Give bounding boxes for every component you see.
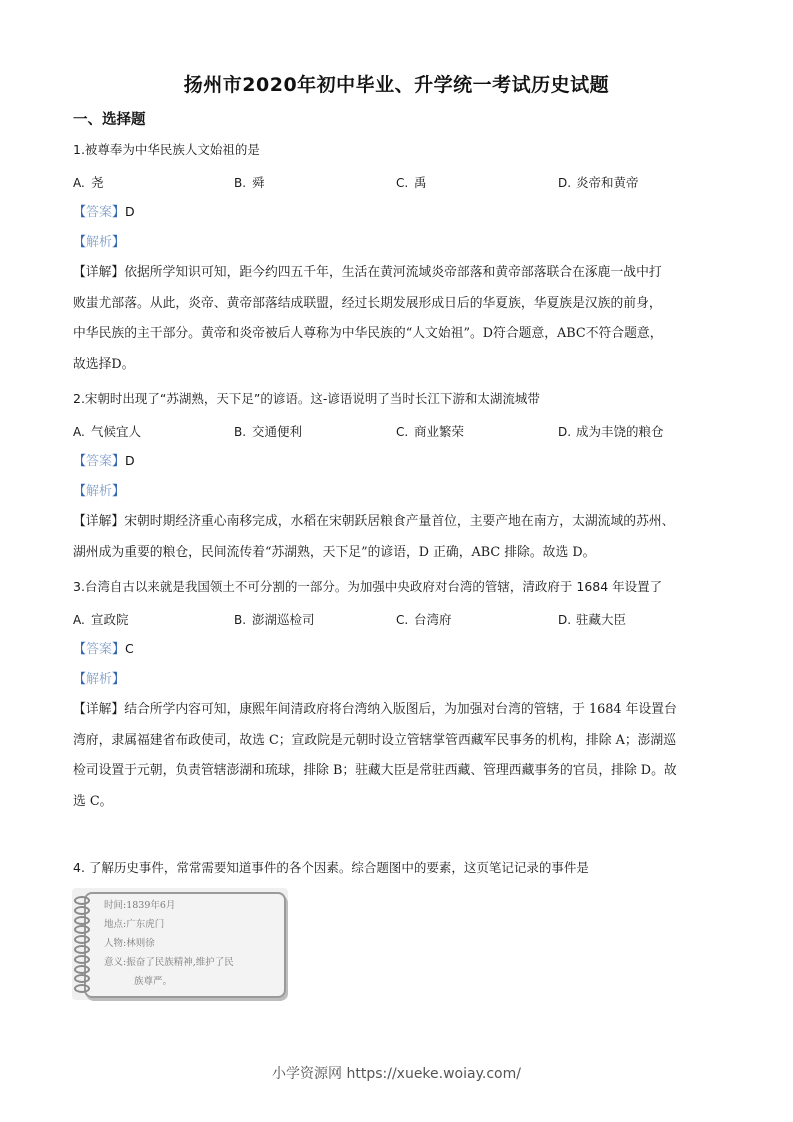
answer-label: 【答案】 [73,205,126,220]
option-d: D. 炎帝和黄帝 [558,175,639,190]
answer-value: C [125,641,134,656]
option-c: C. 台湾府 [396,612,452,627]
option-d: D. 成为丰饶的粮仓 [558,424,664,439]
option-a: A. 宣政院 [73,612,129,627]
question-3-options [73,610,733,628]
spiral-binding-icon [74,896,94,992]
notebook-line-time: 时间:1839年6月 [104,900,176,911]
option-a: A. 尧 [73,175,104,190]
question-2-analysis-label: 【解析】 [73,484,126,499]
option-c: C. 商业繁荣 [396,424,465,439]
notebook-image [72,888,288,1000]
option-b: B. 澎湖巡检司 [234,612,315,627]
question-3-stem: 3.台湾自古以来就是我国领土不可分割的一部分。为加强中央政府对台湾的管辖，清政府于 1684 年设置了 [73,579,663,594]
notebook-line-significance: 意义:振奋了民族精神,维护了民 [104,957,234,968]
option-b: B. 交通便利 [234,424,303,439]
section-heading: 一、选择题 [73,112,146,128]
question-1-detail: 【详解】依据所学知识可知，距今约四五千年，生活在黄河流域炎帝部落和黄帝部落联合在涿鹿一战中打 败蚩尤部落。从此，炎帝、黄帝部落结成联盟，经过长期发展形成日后的华夏族，华夏族是汉族的前身， 中华民族的主干部分。黄帝和炎帝被后人尊称为中华民族的“人文始祖”。D符合题意，ABC不符合题意， 故选择D。 [73,265,663,372]
question-1-analysis-label: 【解析】 [73,235,126,250]
question-1-stem: 1.被尊奉为中华民族人文始祖的是 [73,142,260,157]
question-3-analysis-label: 【解析】 [73,672,126,687]
page-title: 扬州市2020年初中毕业、升学统一考试历史试题 [183,74,610,96]
notebook-line-person: 人物:林则徐 [104,938,155,949]
notebook-line-significance-cont: 族尊严。 [134,976,173,987]
question-2-options [73,422,733,440]
option-a: A. 气候宜人 [73,424,142,439]
question-3-detail: 【详解】结合所学内容可知，康熙年间清政府将台湾纳入版图后，为加强对台湾的管辖，于 1684 年设置台 湾府，隶属福建省布政使司，故选 C；宣政院是元朝时设立管辖掌管西藏军民事务的机构，排除 A；澎湖巡 检司设置于元朝，负责管辖澎湖和琉球，排除 B；驻藏大臣是常驻西藏、管理西藏事务的官员，排除 D。故 选 C。 [73,702,677,809]
question-3-answer [73,641,134,658]
question-2-answer [73,453,135,470]
question-2-detail: 【详解】宋朝时期经济重心南移完成，水稻在宋朝跃居粮食产量首位，主要产地在南方，太湖流域的苏州、 湖州成为重要的粮仓，民间流传着“苏湖熟，天下足”的谚语，D 正确，ABC 排除。故选 D。 [73,514,675,560]
answer-label: 【答案】 [73,642,126,657]
answer-value: D [125,453,135,468]
footer-watermark: 小学资源网 https://xueke.woiay.com/ [272,1066,521,1082]
option-c: C. 禹 [396,175,427,190]
question-1-answer [73,204,135,221]
option-d: D. 驻藏大臣 [558,612,627,627]
answer-label: 【答案】 [73,454,126,469]
question-4-stem: 4. 了解历史事件，常常需要知道事件的各个因素。综合题图中的要素，这页笔记记录的事件是 [73,860,589,875]
notebook-text [104,896,234,991]
question-2-stem: 2.宋朝时出现了“苏湖熟，天下足”的谚语。这-谚语说明了当时长江下游和太湖流城带 [73,391,540,406]
notebook-line-place: 地点:广东虎门 [104,919,165,930]
option-b: B. 舜 [234,175,265,190]
question-1-options [73,173,733,191]
answer-value: D [125,204,135,219]
